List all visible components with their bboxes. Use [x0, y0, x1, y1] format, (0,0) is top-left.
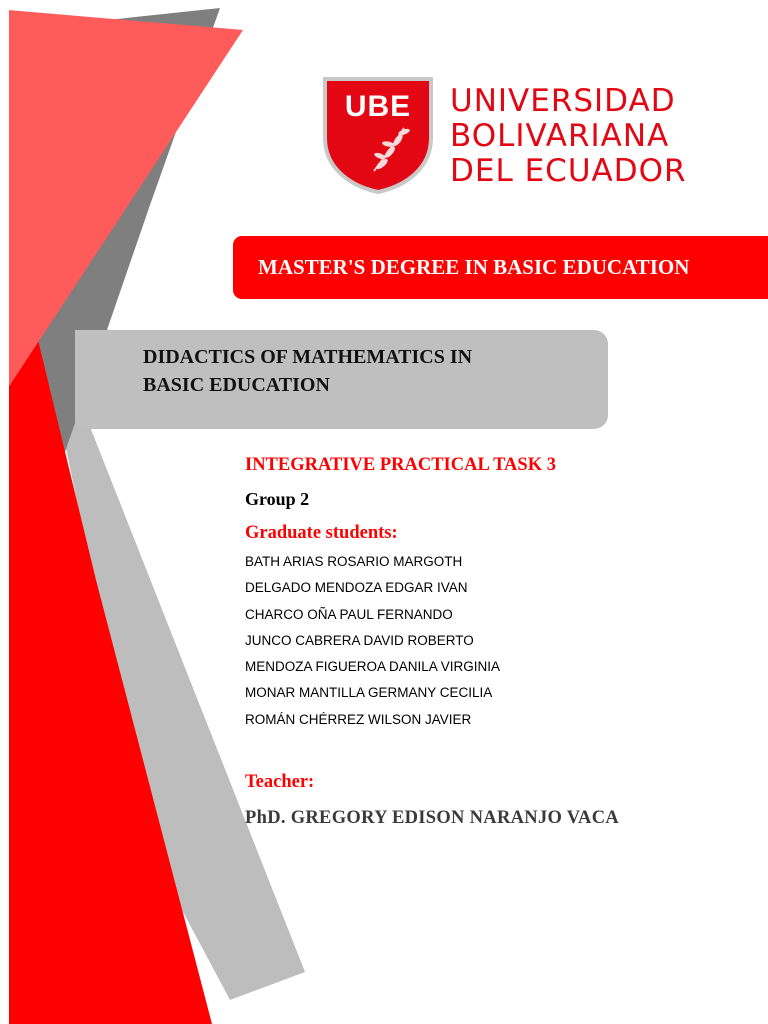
- task-title: INTEGRATIVE PRACTICAL TASK 3: [245, 455, 556, 475]
- university-name: [450, 84, 687, 189]
- student-name: DELGADO MENDOZA EDGAR IVAN: [245, 580, 468, 596]
- students-heading: Graduate students:: [245, 523, 398, 543]
- university-name-line: DEL ECUADOR: [450, 153, 687, 189]
- university-name-line: BOLIVARIANA: [450, 118, 670, 154]
- student-name: ROMÁN CHÉRREZ WILSON JAVIER: [245, 711, 472, 727]
- students-list: [245, 553, 745, 737]
- task-info: [245, 453, 745, 737]
- university-logo: [322, 76, 687, 196]
- student-name: BATH ARIAS ROSARIO MARGOTH: [245, 554, 463, 569]
- student-name: MENDOZA FIGUEROA DANILA VIRGINIA: [245, 659, 501, 675]
- student-name: MONAR MANTILLA GERMANY CECILIA: [245, 685, 493, 701]
- shield-label: UBE: [344, 90, 412, 123]
- group-label: Group 2: [245, 489, 310, 509]
- student-name: JUNCO CABRERA DAVID ROBERTO: [245, 632, 474, 648]
- university-name-line: UNIVERSIDAD: [450, 83, 676, 119]
- subject-title-line: BASIC EDUCATION: [143, 374, 330, 396]
- teacher-name: PhD. GREGORY EDISON NARANJO VACA: [245, 808, 620, 828]
- left-edge-strip: [0, 0, 9, 1024]
- subject-box: [75, 330, 608, 429]
- program-title: MASTER'S DEGREE IN BASIC EDUCATION: [258, 255, 690, 279]
- program-banner: [233, 236, 768, 299]
- teacher-heading: Teacher:: [245, 772, 315, 792]
- student-name: CHARCO OÑA PAUL FERNANDO: [245, 606, 453, 622]
- subject-title-line: DIDACTICS OF MATHEMATICS IN: [143, 346, 473, 368]
